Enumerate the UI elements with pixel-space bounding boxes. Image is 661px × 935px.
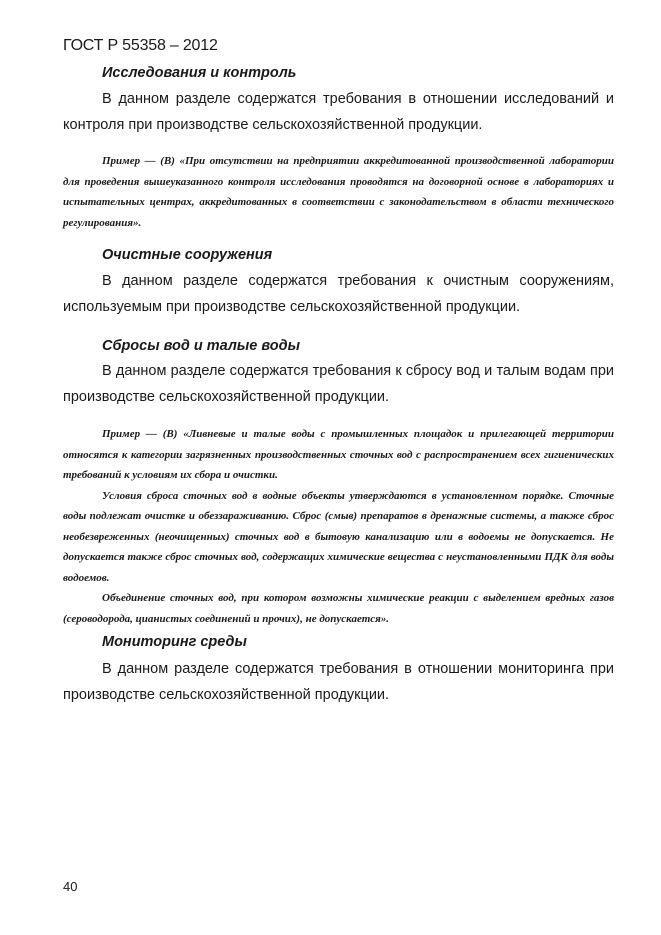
section-text-treatment: В данном разделе содержатся требования к очистным сооружениям, используемым при производстве сельскохозяйственной продукции. (63, 273, 614, 315)
example-discharge-paragraph-3: Объединение сточных вод, при котором возможны химические реакции с выделением вредных газов (сероводорода, цианистых соединений и прочих), не допускается». (63, 592, 614, 625)
document-header: ГОСТ Р 55358 – 2012 (63, 37, 218, 54)
section-heading-research: Исследования и контроль (102, 65, 297, 81)
section-heading-discharge: Сбросы вод и талые воды (102, 338, 301, 354)
example-discharge (63, 424, 614, 629)
example-research (63, 151, 614, 233)
section-heading-monitoring: Мониторинг среды (102, 634, 247, 650)
section-text-discharge: В данном разделе содержатся требования к сбросу вод и талым водам при производстве сельскохозяйственной продукции. (63, 363, 614, 405)
example-discharge-paragraph-2: Условия сброса сточных вод в водные объекты утверждаются в установленном порядке. Сточные воды подлежат очистке и обеззараживанию. Сброс (смыв) препаратов в дренажные системы, а также сброс необезвреженных (неочищенных) сточных вод в бытовую канализацию или в водоемы не допускается. Не допускается также сброс сточных вод, содержащих химические вещества с неустановленными ПДК для воды водоемов. (63, 489, 614, 584)
example-discharge-paragraph-1: Пример — (В) «Ливневые и талые воды с промышленных площадок и прилегающей территории относятся к категории загрязненных производственных сточных вод с распространением всех гигиенических требований к условиям их сбора и очистки. (63, 428, 614, 481)
page-number: 40 (63, 879, 78, 894)
section-text-research: В данном разделе содержатся требования в отношении исследований и контроля при производстве сельскохозяйственной продукции. (63, 91, 614, 133)
section-heading-treatment: Очистные сооружения (102, 247, 273, 263)
example-research-text: Пример — (В) «При отсутствии на предприятии аккредитованной производственной лаборатории для проведения вышеуказанного контроля исследования проводятся на договорной основе в лабораториях и испытательных центрах, аккредитованных в соответствии с законодательством в области технического регулирования». (63, 155, 614, 229)
section-text-monitoring: В данном разделе содержатся требования в отношении мониторинга при производстве сельскохозяйственной продукции. (63, 661, 614, 703)
